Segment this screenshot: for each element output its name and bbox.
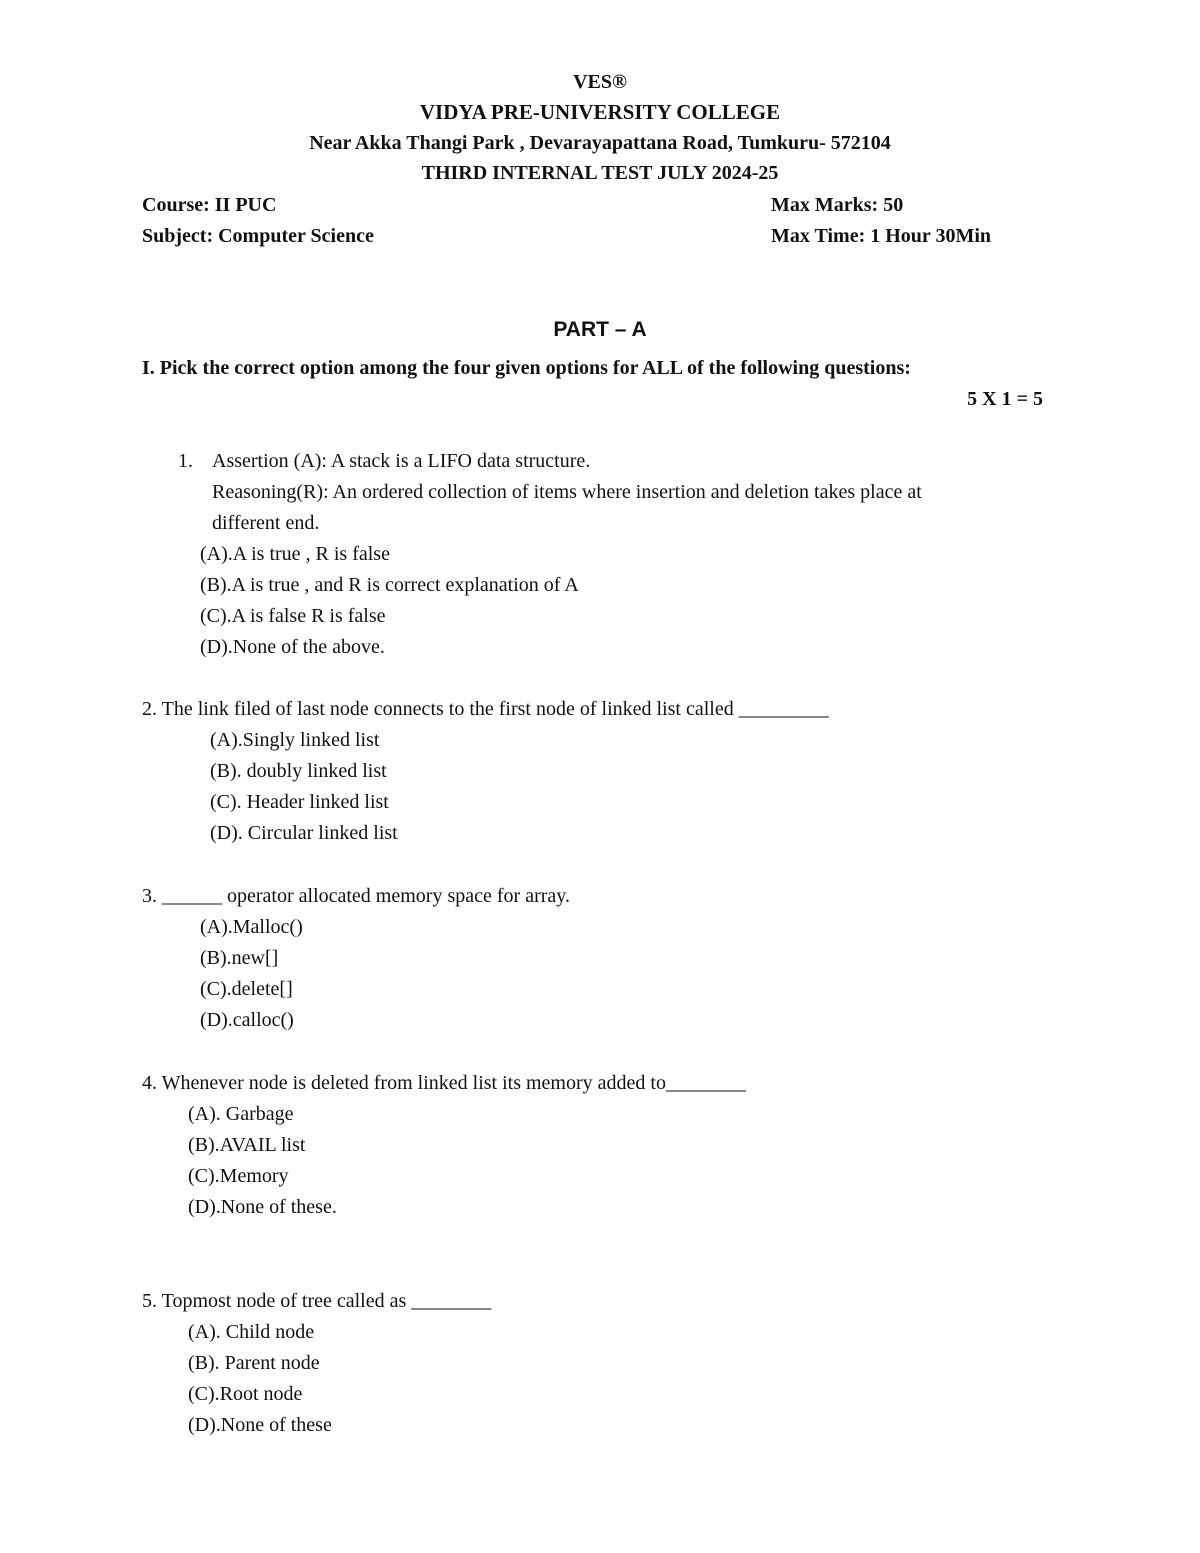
option-b: (B).A is true , and R is correct explanation of A xyxy=(200,574,579,596)
option-b: (B). Parent node xyxy=(188,1352,320,1374)
option-b: (B). doubly linked list xyxy=(210,760,387,782)
option-d: (D).None of these. xyxy=(188,1196,337,1218)
option-d: (D).None of the above. xyxy=(200,636,385,658)
question-number: 1. xyxy=(178,450,193,472)
test-title: THIRD INTERNAL TEST JULY 2024-25 xyxy=(421,162,779,184)
option-c: (C).delete[] xyxy=(200,978,293,1000)
option-d: (D).None of these xyxy=(188,1414,332,1436)
option-d: (D). Circular linked list xyxy=(210,822,398,844)
option-b: (B).new[] xyxy=(200,947,279,969)
part-title: PART – A xyxy=(553,318,647,341)
subject-label: Subject: Computer Science xyxy=(142,225,374,247)
college-name: VIDYA PRE-UNIVERSITY COLLEGE xyxy=(419,100,781,124)
question-line: different end. xyxy=(212,512,320,534)
question-text: 5. Topmost node of tree called as ________ xyxy=(142,1290,492,1312)
option-a: (A).Malloc() xyxy=(200,916,303,938)
max-time-label: Max Time: 1 Hour 30Min xyxy=(771,225,991,247)
question-line: Reasoning(R): An ordered collection of items where insertion and deletion takes place at xyxy=(212,481,922,503)
max-marks-label: Max Marks: 50 xyxy=(771,194,904,216)
college-address: Near Akka Thangi Park , Devarayapattana Road, Tumkuru- 572104 xyxy=(309,132,891,154)
option-c: (C). Header linked list xyxy=(210,791,389,813)
question-text: 3. ______ operator allocated memory space for array. xyxy=(142,885,570,907)
option-a: (A).Singly linked list xyxy=(210,729,380,751)
brand-line: VES® xyxy=(573,71,627,93)
option-a: (A). Child node xyxy=(188,1321,315,1343)
question-text: 2. The link filed of last node connects to the first node of linked list called _________ xyxy=(142,698,829,720)
part-instruction: I. Pick the correct option among the four given options for ALL of the following questions: xyxy=(142,357,911,379)
part-marks: 5 X 1 = 5 xyxy=(967,388,1043,410)
question-line: Assertion (A): A stack is a LIFO data structure. xyxy=(212,450,591,472)
option-a: (A).A is true , R is false xyxy=(200,543,390,565)
option-c: (C).Memory xyxy=(188,1165,289,1187)
option-c: (C).A is false R is false xyxy=(200,605,386,627)
option-a: (A). Garbage xyxy=(188,1103,294,1125)
question-text: 4. Whenever node is deleted from linked list its memory added to________ xyxy=(142,1072,746,1094)
option-b: (B).AVAIL list xyxy=(188,1134,306,1156)
course-label: Course: II PUC xyxy=(142,194,277,216)
option-c: (C).Root node xyxy=(188,1383,303,1405)
option-d: (D).calloc() xyxy=(200,1009,294,1031)
